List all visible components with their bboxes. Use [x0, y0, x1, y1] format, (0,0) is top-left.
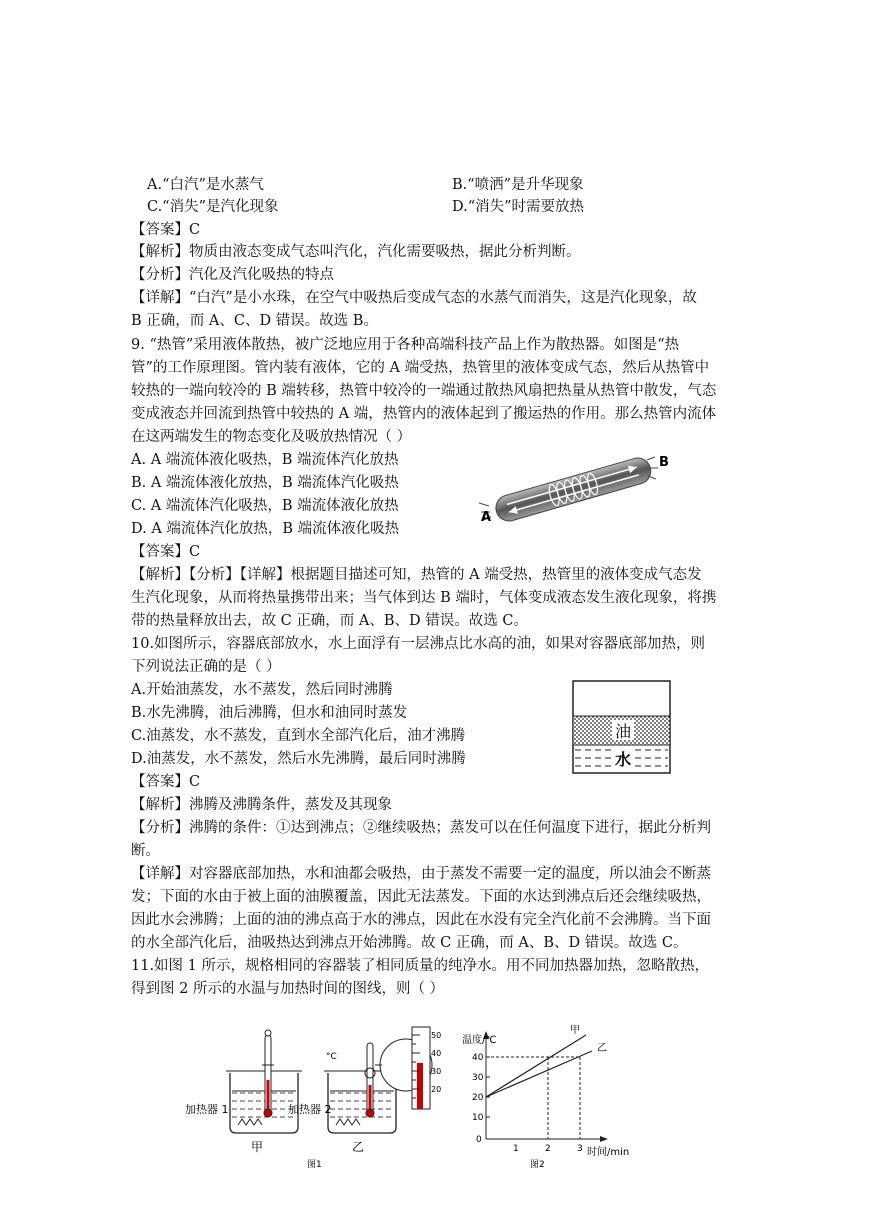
q8-option-a: A.“白汽”是水蒸气 — [147, 177, 264, 193]
q9-option-b: B. A 端流体液化放热，B 端流体汽化吸热 — [131, 475, 399, 491]
oil-label: 油 — [615, 722, 632, 741]
q9-jiexi-line3: 带的热量释放出去，故 C 正确，而 A、B、D 错误。故选 C。 — [131, 613, 528, 629]
q10-fenxi-line1: 【分析】沸腾的条件：①达到沸点；②继续吸热；蒸发可以在任何温度下进行，据此分析判 — [131, 820, 711, 836]
oil-water-container-figure — [572, 680, 672, 775]
figure-2-graph — [462, 1025, 642, 1175]
zoom-tick-20: 20 — [431, 1085, 442, 1094]
q8-answer: 【答案】C — [131, 222, 201, 238]
graph-ytick-0: 0 — [476, 1135, 482, 1145]
q10-stem-line1: 10.如图所示，容器底部放水，水上面浮有一层沸点比水高的油，如果对容器底部加热，则 — [131, 636, 706, 652]
q10-fenxi-line2: 断。 — [131, 843, 160, 859]
figure-1-beakers — [180, 1025, 465, 1175]
beaker-jia — [226, 1030, 302, 1133]
zoom-tick-40: 40 — [431, 1049, 442, 1058]
graph-line-jia — [486, 1035, 586, 1097]
q8-xiangjie-line1: 【详解】“白汽”是小水珠，在空气中吸热后变成气态的水蒸气而消失，这是汽化现象，故 — [131, 290, 697, 306]
q10-xiangjie-line2: 发；下面的水由于被上面的油膜覆盖，因此无法蒸发。下面的水达到沸点后还会继续吸热， — [131, 889, 711, 905]
q9-stem-line2: 管”的工作原理图。管内装有液体，它的 A 端受热，热管里的液体变成气态，然后从热管中 — [131, 360, 710, 376]
heater-1-label: 加热器 1 — [185, 1103, 229, 1116]
graph-ytick-40: 40 — [472, 1053, 484, 1063]
q9-stem-line4: 变成液态并回流到热管中较热的 A 端，热管内的液体起到了搬运热的作用。那么热管内流体 — [131, 406, 717, 422]
q9-stem-line1: 9. “热管”采用液体散热，被广泛地应用于各种高端科技产品上作为散热器。如图是“热 — [131, 337, 680, 353]
q9-jiexi-line1: 【解析】【分析】【详解】根据题目描述可知，热管的 A 端受热，热管里的液体变成气态发 — [131, 567, 702, 583]
graph-ytick-20: 20 — [472, 1093, 484, 1103]
graph-line-jia-label: 甲 — [570, 1025, 580, 1036]
heat-pipe-figure — [475, 448, 675, 528]
graph-xtick-3: 3 — [577, 1144, 583, 1154]
figure-1-caption: 图1 — [307, 1160, 322, 1170]
q11-stem-line2: 得到图 2 所示的水温与加热时间的图线，则（ ） — [131, 981, 445, 997]
q8-jiexi: 【解析】物质由液态变成气态叫汽化，汽化需要吸热，据此分析判断。 — [131, 244, 581, 260]
q10-option-a: A.开始油蒸发，水不蒸发，然后同时沸腾 — [131, 682, 393, 698]
q10-xiangjie-line3: 因此水会沸腾；上面的油的沸点高于水的沸点，因此在水没有完全汽化前不会沸腾。当下面 — [131, 912, 711, 928]
celsius-symbol: °C — [326, 1052, 337, 1062]
q11-stem-line1: 11.如图 1 所示，规格相同的容器装了相同质量的纯净水。用不同加热器加热，忽略散热， — [131, 958, 709, 974]
q10-stem-line2: 下列说法正确的是（ ） — [131, 659, 281, 675]
graph-xtick-1: 1 — [513, 1144, 519, 1154]
graph-xtick-2: 2 — [545, 1144, 551, 1154]
q10-xiangjie-line1: 【详解】对容器底部加热，水和油都会吸热，由于蒸发不需要一定的温度，所以油会不断蒸 — [131, 866, 711, 882]
heat-pipe-label-b: B — [659, 455, 669, 470]
q10-xiangjie-line4: 的水全部汽化后，油吸热达到沸点开始沸腾。故 C 正确，而 A、B、D 错误。故选 C。 — [131, 935, 688, 951]
water-label: 水 — [615, 750, 632, 769]
beaker-jia-label: 甲 — [251, 1140, 264, 1154]
q10-option-c: C.油蒸发，水不蒸发，直到水全部汽化后，油才沸腾 — [131, 728, 466, 744]
heater-2-label: 加热器 2 — [288, 1103, 332, 1116]
q10-jiexi: 【解析】沸腾及沸腾条件，蒸发及其现象 — [131, 797, 392, 813]
q9-option-a: A. A 端流体液化吸热，B 端流体汽化放热 — [131, 452, 399, 468]
q8-fenxi: 【分析】汽化及汽化吸热的特点 — [131, 267, 334, 283]
graph-ytick-30: 30 — [472, 1073, 484, 1083]
q8-xiangjie-line2: B 正确，而 A、C、D 错误。故选 B。 — [131, 313, 378, 329]
q10-option-d: D.油蒸发，水不蒸发，然后水先沸腾，最后同时沸腾 — [131, 751, 466, 767]
q8-option-b: B.“喷洒”是升华现象 — [452, 177, 584, 193]
heat-pipe-label-a: A — [481, 510, 492, 525]
q8-option-d: D.“消失”时需要放热 — [452, 199, 585, 215]
graph-line-yi — [486, 1051, 592, 1097]
graph-line-yi-label: 乙 — [597, 1043, 607, 1054]
thermometer-zoom — [375, 1027, 441, 1109]
beaker-yi-label: 乙 — [352, 1140, 365, 1154]
figure-2-caption: 图2 — [530, 1160, 545, 1170]
q10-option-b: B.水先沸腾，油后沸腾，但水和油同时蒸发 — [131, 705, 408, 721]
q9-option-d: D. A 端流体汽化放热，B 端流体液化吸热 — [131, 521, 400, 537]
graph-y-label: 温度/℃ — [462, 1035, 497, 1046]
q8-option-c: C.“消失”是汽化现象 — [147, 199, 279, 215]
q9-stem-line3: 较热的一端向较冷的 B 端转移，热管中较冷的一端通过散热风扇把热量从热管中散发，气态 — [131, 383, 717, 399]
q9-stem-line5: 在这两端发生的物态变化及吸放热情况（ ） — [131, 429, 412, 445]
q9-answer: 【答案】C — [131, 544, 201, 560]
graph-ytick-10: 10 — [472, 1113, 484, 1123]
q9-jiexi-line2: 生汽化现象，从而将热量携带出来；当气体到达 B 端时，气体变成液态发生液化现象，将携 — [131, 590, 717, 606]
zoom-tick-30: 30 — [431, 1067, 442, 1076]
q9-option-c: C. A 端流体汽化吸热，B 端流体液化放热 — [131, 498, 399, 514]
zoom-tick-50: 50 — [431, 1031, 442, 1040]
graph-x-label: 时间/min — [587, 1147, 630, 1158]
q10-answer: 【答案】C — [131, 774, 201, 790]
